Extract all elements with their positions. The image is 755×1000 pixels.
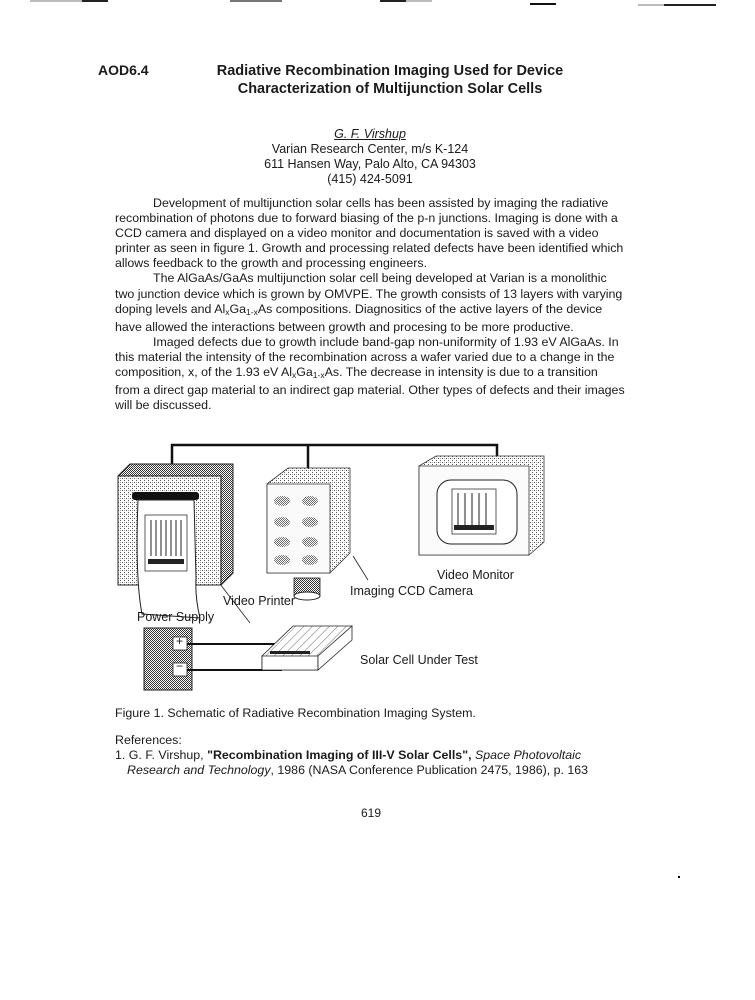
paragraph-3 <box>115 335 625 413</box>
author-phone: (415) 424-5091 <box>327 172 413 186</box>
reference-venue: Space Photovoltaic Research and Technology <box>127 748 582 777</box>
reference-number: 1. <box>115 748 126 762</box>
title-line-1: Radiative Recombination Imaging Used for Device <box>216 63 564 79</box>
scan-mark <box>638 4 664 6</box>
abstract-body <box>115 196 625 413</box>
paragraph-1: Development of multijunction solar cells has been assisted by imaging the radiative recombination of photons due to forward biasing of the p-n junctions. Imaging is done with a CCD camera and displayed on a video monitor and documentation is saved with a video printer as seen in figure 1. Growth and processing related defects have been identified which allows feedback to the growth and processing engineers. <box>115 196 624 271</box>
plus-terminal-label: + <box>176 634 184 648</box>
page-number: 619 <box>361 806 382 820</box>
video-printer-label: Video Printer <box>223 594 296 608</box>
video-monitor-icon <box>419 456 544 555</box>
paragraph-2-text: Ga <box>229 301 247 316</box>
figure-caption: Figure 1. Schematic of Radiative Recombination Imaging System. <box>115 706 476 720</box>
reference-details: , 1986 (NASA Conference Publication 2475, 1986), p. 163 <box>270 763 589 777</box>
minus-terminal-label: − <box>176 659 184 673</box>
scan-mark <box>82 0 108 2</box>
session-code: AOD6.4 <box>98 62 149 78</box>
references-section <box>115 733 635 778</box>
references-heading: References: <box>115 733 182 747</box>
subscript: x <box>292 370 297 381</box>
reference-title: "Recombination Imaging of III-V Solar Cells", <box>207 748 472 762</box>
paragraph-3-text: Imaged defects due to growth include band-gap non-uniformity of 1.93 eV AlGaAs. In this material the intensity of the recombination across a wafer varied due to a change in the composition, x, of the 1.93 eV Al <box>115 334 619 380</box>
reference-authors: G. F. Virshup, <box>128 748 204 762</box>
scan-mark <box>380 0 406 2</box>
paragraph-3-text: As. The decrease in intensity is due to a transition from a direct gap material to an indirect gap material. Other types of defects and their images will be discussed. <box>115 365 625 413</box>
subscript: 1-x <box>312 370 325 381</box>
solar-cell-label: Solar Cell Under Test <box>360 653 478 667</box>
paragraph-3-text: Ga <box>296 365 313 380</box>
power-supply-label: Power Supply <box>137 610 215 624</box>
power-supply-icon <box>144 628 282 690</box>
figure-1 <box>110 438 560 708</box>
author-affiliation: Varian Research Center, m/s K-124 <box>271 142 469 156</box>
title-line-2: Characterization of Multijunction Solar Cells <box>237 81 543 97</box>
paragraph-2 <box>115 271 625 334</box>
paragraph-2-text: As compositions. Diagnositics of the active layers of the device have allowed the interactions between growth and procesing to be more productive. <box>115 301 603 334</box>
scan-speck <box>678 876 680 878</box>
author-address: 611 Hansen Way, Palo Alto, CA 94303 <box>264 157 476 171</box>
author-name: G. F. Virshup <box>334 127 406 141</box>
solar-cell-icon <box>262 626 352 670</box>
subscript: 1-x <box>246 306 258 317</box>
video-monitor-label: Video Monitor <box>437 568 514 582</box>
author-block <box>230 127 510 187</box>
reference-item <box>115 748 635 778</box>
paper-title <box>190 62 590 98</box>
imaging-ccd-camera-label: Imaging CCD Camera <box>350 584 473 598</box>
scan-mark <box>664 4 716 6</box>
scan-mark <box>406 0 432 2</box>
scan-mark <box>530 3 556 5</box>
scan-mark <box>30 0 82 2</box>
subscript: x <box>225 306 230 317</box>
scan-mark <box>230 0 282 2</box>
ccd-camera-icon <box>267 468 368 600</box>
paragraph-2-text: The AlGaAs/GaAs multijunction solar cell being developed at Varian is a monolithic two junction device which is grown by OMVPE. The growth consists of 13 layers with varying doping levels and Al <box>115 271 623 316</box>
